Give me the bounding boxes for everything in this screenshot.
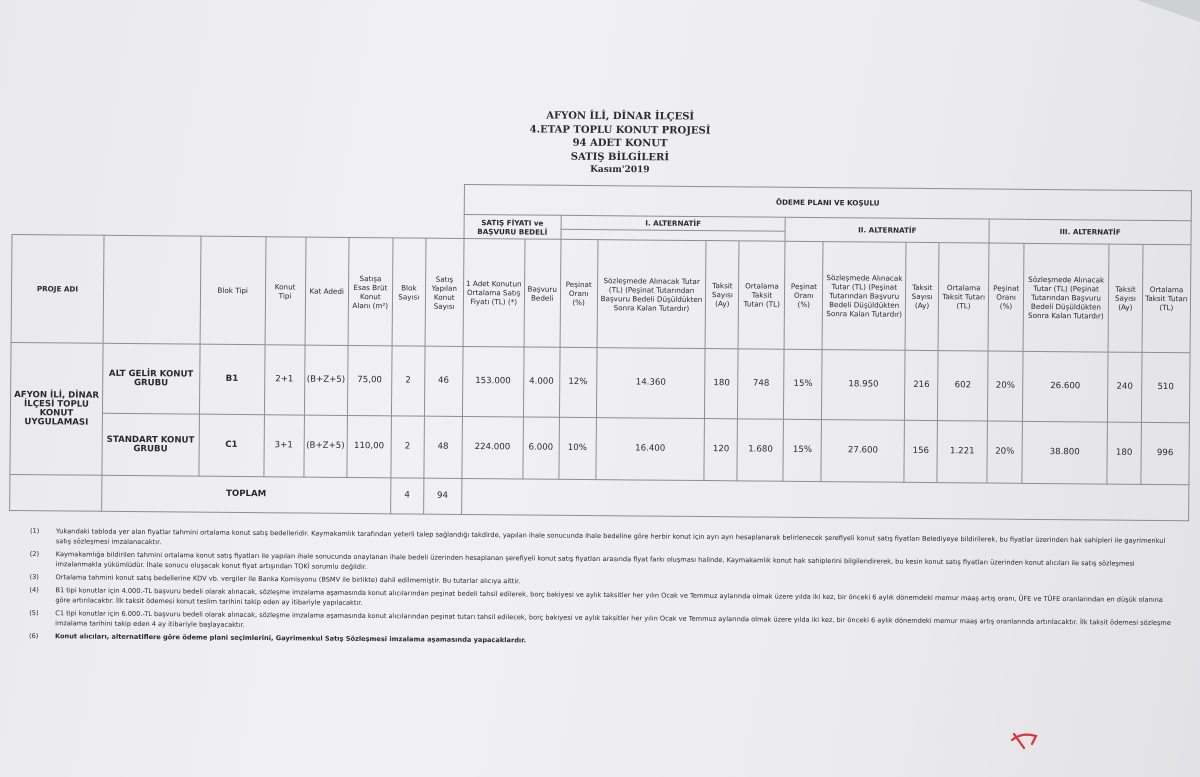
area: 110,00 — [347, 415, 391, 477]
header-unit-type: Konut Tipi — [265, 237, 306, 345]
header-installment-count-2: Taksit Sayısı (Ay) — [905, 242, 939, 350]
header-area: Satışa Esas Brüt Konut Alanı (m²) — [348, 237, 393, 345]
header-down-payment-3: Peşinat Oranı (%) — [988, 243, 1024, 351]
footnote-number: (2) — [29, 549, 40, 559]
header-avg-installment-1: Ortalama Taksit Tutarı (TL) — [738, 241, 785, 349]
payment-plan-header: ÖDEME PLANI VE KOŞULU — [464, 184, 1191, 220]
installment-count-1: 180 — [705, 349, 739, 419]
contract-amount-3: 26.600 — [1023, 351, 1108, 422]
avg-installment-1: 748 — [738, 349, 785, 419]
header-contract-amount-1: Sözleşmede Alınacak Tutar (TL) (Peşinat Tutarından Başvuru Bedeli Düşüldükten Sonra Kalan Tutardır) — [597, 240, 707, 349]
installment-count-2: 216 — [905, 350, 939, 420]
avg-price: 153.000 — [462, 346, 524, 417]
header-block-count: Blok Sayısı — [392, 238, 426, 346]
header-application-fee: Başvuru Bedeli — [524, 239, 561, 347]
project-name-cell: AFYON İLİ, DİNAR İLÇESİ TOPLU KONUT UYGULAMASI — [10, 342, 103, 475]
avg-installment-2: 602 — [938, 351, 989, 421]
alternative-2-header: II. ALTERNATİF — [785, 217, 989, 243]
footnote-number: (6) — [29, 631, 39, 641]
contract-amount-1: 16.400 — [596, 418, 705, 481]
footnote-text: Konut alıcıları, alternatiflere göre ödeme plani seçimlerini, Gayrimenkul Satış Sözleşmesi imzalama aşamasında yapacaklardır. — [55, 632, 527, 645]
title-line-3: 94 ADET KONUT — [572, 137, 668, 150]
unit-type: 3+1 — [263, 415, 303, 477]
floor-count: (B+Z+5) — [303, 415, 347, 477]
header-installment-count-3: Taksit Sayısı (Ay) — [1108, 244, 1143, 352]
total-unit-count: 94 — [423, 478, 461, 514]
area: 75,00 — [347, 345, 392, 415]
down-payment-3: 20% — [987, 421, 1023, 483]
unit-type: 2+1 — [264, 345, 305, 415]
avg-installment-3: 510 — [1141, 352, 1190, 422]
header-block-type: Blok Tipi — [200, 236, 266, 345]
header-avg-installment-3: Ortalama Taksit Tutarı (TL) — [1142, 244, 1191, 352]
block-type: B1 — [199, 344, 264, 415]
installment-count-3: 240 — [1107, 352, 1142, 422]
sales-table — [9, 180, 1192, 521]
header-installment-count-1: Taksit Sayısı (Ay) — [705, 241, 739, 349]
title-line-2: 4.ETAP TOPLU KONUT PROJESİ — [529, 123, 711, 137]
total-block-count: 4 — [390, 478, 423, 514]
total-label: TOPLAM — [102, 475, 391, 514]
header-project-name: PROJE ADI — [11, 235, 104, 344]
footnote-number: (4) — [29, 585, 39, 595]
header-avg-installment-2: Ortalama Taksit Tutarı (TL) — [938, 243, 989, 351]
contract-amount-3: 38.800 — [1022, 421, 1107, 484]
header-contract-amount-2: Sözleşmede Alınacak Tutar (TL) (Peşinat Tutarından Başvuru Bedeli Düşüldükten Sonra Kalan Tutardır) — [822, 242, 906, 351]
unit-count: 48 — [424, 416, 463, 478]
installment-count-1: 120 — [704, 419, 738, 481]
block-count: 2 — [391, 346, 425, 416]
application-fee: 4.000 — [523, 347, 560, 417]
footnotes — [29, 526, 1180, 654]
unit-count: 46 — [424, 346, 463, 416]
group-name: STANDART KONUT GRUBU — [102, 413, 199, 476]
header-unit-count: Satış Yapılan Konut Sayısı — [425, 238, 464, 346]
title-line-1: AFYON İLİ, DİNAR İLÇESİ — [546, 110, 695, 123]
down-payment-2: 15% — [783, 419, 822, 481]
alternative-3-header: III. ALTERNATİF — [989, 219, 1191, 245]
avg-price: 224.000 — [462, 416, 523, 479]
installment-count-2: 156 — [904, 420, 938, 482]
document-title-block — [460, 109, 780, 179]
block-count: 2 — [391, 416, 425, 478]
footnote-number: (5) — [29, 608, 39, 618]
contract-amount-2: 18.950 — [822, 350, 905, 421]
block-type: C1 — [199, 414, 264, 477]
application-fee: 6.000 — [523, 417, 560, 479]
contract-amount-1: 14.360 — [596, 348, 705, 419]
alternative-1-header: I. ALTERNATİF — [561, 215, 786, 231]
header-floor-count: Kat Adedi — [305, 237, 349, 345]
header-down-payment-2: Peşinat Oranı (%) — [784, 241, 823, 349]
table-row — [10, 342, 1190, 422]
avg-installment-3: 996 — [1141, 422, 1190, 484]
footnote-text: Ortalama tahmini konut satış bedellerine KDV vb. vergiler ile Banka Komisyonu (BSMV ile birlikte) dahil edilmemiştir. Bu tutarlar alıcıya aittir. — [55, 573, 521, 586]
title-date: Kasım'2019 — [590, 164, 650, 176]
red-pen-mark-icon — [1010, 728, 1042, 754]
down-payment-1: 10% — [559, 417, 597, 479]
pen-stroke — [1012, 734, 1036, 748]
header-down-payment-1: Peşinat Oranı (%) — [560, 239, 598, 347]
down-payment-2: 15% — [784, 349, 823, 419]
title-line-4: SATIŞ BİLGİLERİ — [570, 151, 670, 163]
footnote-text: Kaymakamlığa bildirilen tahmini ortalama konut satış fiyatları ile yapılan ihale sonucunda onaylanan ihale bedeli üzerinden hesaplanan şerefiyeli konut satış fiyatları arasında fiyat farkı oluşması halinde, Kaymakamlık konut hak sahiplerini bilgilendirerek, bu kesin konut satış fiyatları üzerinden konut alıcıları ile satış sözleşmesi imzalanmakla yükümlüdür. İhale sonucu oluşacak konut fiyat artışından TOKİ sorumlu değildir. — [55, 550, 1135, 571]
footnote-number: (1) — [29, 526, 40, 536]
page-corner — [1130, 0, 1200, 22]
footnote-number: (3) — [29, 572, 39, 582]
contract-amount-2: 27.600 — [821, 420, 904, 483]
group-name: ALT GELİR KONUT GRUBU — [102, 343, 199, 414]
down-payment-1: 12% — [559, 347, 597, 417]
avg-installment-1: 1.680 — [737, 419, 784, 481]
footnote-text: Yukarıdaki tabloda yer alan fiyatlar tahmini ortalama konut satış bedelleridir. Kaymakamlık tarafından yeterli talep sağlandığı takdirde, yapılan ihale sonucunda ihale bedeline göre herbir konut için ayrı ayrı hesaplanarak belirlenecek şerefiyeli konut satış fiyatları Belediyeye bildirilerek, bu fiyatlar üzerinden hak sahipleri ile gayrimenkul satış sözleşmesi imzalanacaktır. — [55, 527, 1166, 547]
header-contract-amount-3: Sözleşmede Alınacak Tutar (TL) (Peşinat Tutarından Başvuru Bedeli Düşüldükten Sonra Kalan Tutardır) — [1023, 243, 1109, 352]
floor-count: (B+Z+5) — [304, 345, 348, 415]
header-avg-price: 1 Adet Konutun Ortalama Satış Fiyatı (TL) (*) — [463, 238, 525, 347]
footnote-text: B1 tipi konutlar için 4.000.-TL başvuru bedeli olarak alınacak, sözleşme imzalama aşamasında konut alıcılarından peşinat bedeli tahsil edilerek, borç bakiyesi ve aylık taksitler her yılın Ocak ve Temmuz aylarında olmak üzere yılda iki kez, bir önceki 6 aylık dönemdeki memur maaş artış oranı, ÜFE ve TÜFE oranlarından en düşük olanına göre artırılacaktır. İlk taksit ödemesi konut teslim tarihini takip eden ay itibariyle yapılacaktır. — [55, 586, 1163, 607]
avg-installment-2: 1.221 — [937, 421, 987, 483]
sale-price-group-header: SATIŞ FİYATI ve BAŞVURU BEDELİ — [464, 214, 561, 239]
footnote-text: C1 tipi konutlar için 6.000.-TL başvuru bedeli olarak alınacak, sözleşme imzalama aşamasında konut alıcılarından peşinat tutarı tahsil edilecek, borç bakiyesi ve aylık taksitler her yılın Ocak ve Temmuz aylarında olmak üzere yılda iki kez, bir önceki 6 aylık dönemdeki memur maaş artış oranlarında artırılacaktır. İlk taksit ödemesi sözleşme imzalama tarihini takip eden 4 ay itibariyle başlayacaktır. — [55, 609, 1171, 629]
installment-count-3: 180 — [1107, 422, 1142, 484]
down-payment-3: 20% — [988, 351, 1024, 421]
table-row — [10, 412, 1189, 484]
